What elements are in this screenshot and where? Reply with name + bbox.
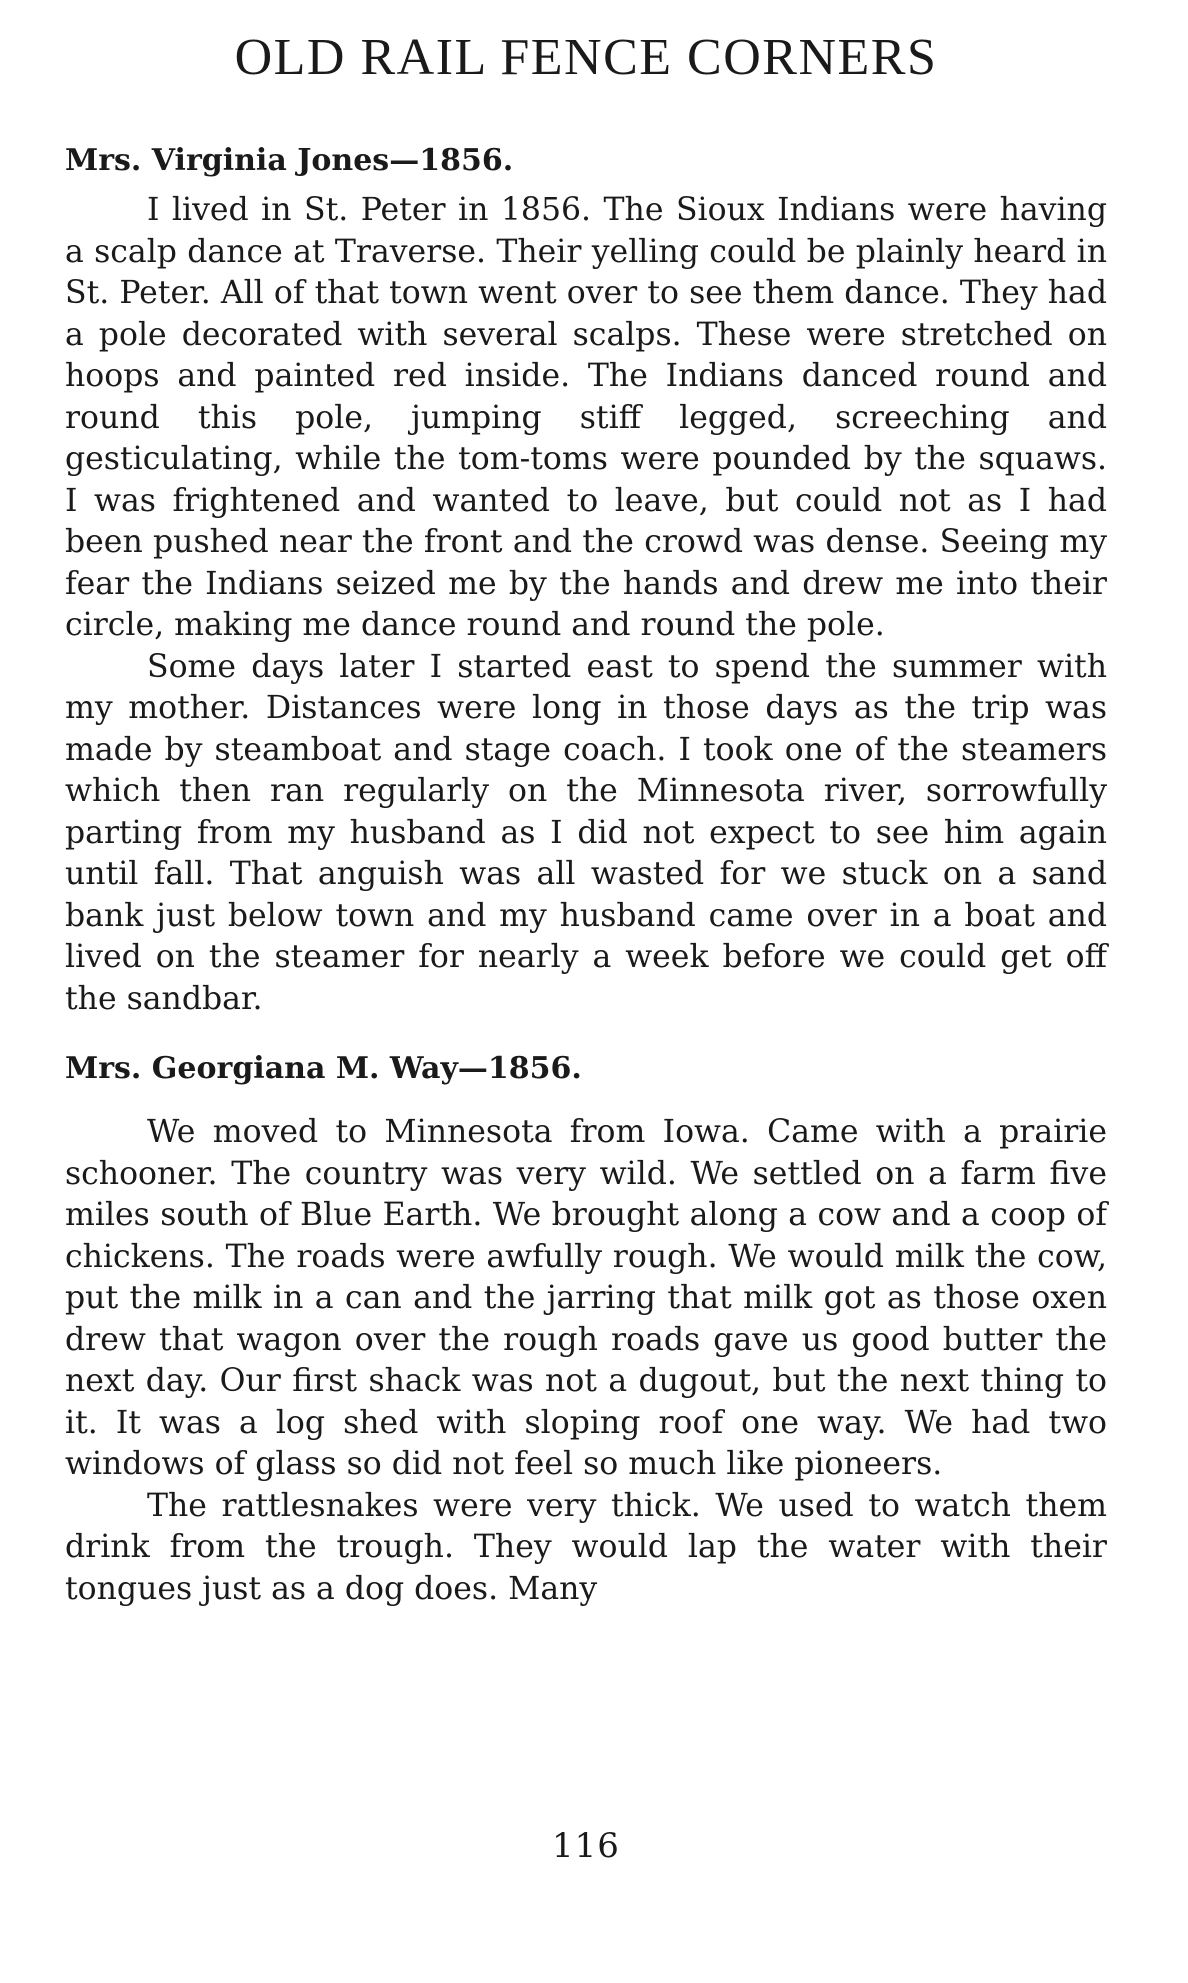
paragraph: The rattlesnakes were very thick. We used to watch them drink from the trough. They would lap the water with their tongues just as a dog does. Many	[65, 1487, 1107, 1607]
paragraph: We moved to Minnesota from Iowa. Came with a prairie schooner. The country was very wild. We settled on a farm five miles south of Blue Earth. We brought along a cow and a coop of chickens. The roads were awfully rough. We would milk the cow, put the milk in a can and the jarring that milk got as those oxen drew that wagon over the rough roads gave us good butter the next day. Our first shack was not a dugout, but the next thing to it. It was a log shed with sloping roof one way. We had two windows of glass so did not feel so much like pioneers.	[65, 1114, 1107, 1482]
paragraph: Some days later I started east to spend the summer with my mother. Distances were long in those days as the trip was made by steamboat and stage coach. I took one of the steamers which then ran regularly on the Minnesota river, sorrowfully parting from my husband as I did not expect to see him again until fall. That anguish was all wasted for we stuck on a sand bank just below town and my husband came over in a boat and lived on the steamer for nearly a week before we could get off the sandbar.	[65, 648, 1107, 1017]
paragraph: I lived in St. Peter in 1856. The Sioux Indians were having a scalp dance at Traverse. Their yelling could be plainly heard in St. Peter. All of that town went over to see them dance. They had a pole decorated with several scalps. These were stretched on hoops and painted red inside. The Indians danced round and round this pole, jumping stiff legged, screeching and gesticulating, while the tom-toms were pounded by the squaws. I was frightened and wanted to leave, but could not as I had been pushed near the front and the crowd was dense. Seeing my fear the Indians seized me by the hands and drew me into their circle, making me dance round and round the pole.	[65, 192, 1107, 643]
running-head: OLD RAIL FENCE CORNERS	[234, 29, 938, 86]
entry-heading: Mrs. Georgiana M. Way—1856.	[65, 1051, 582, 1086]
entry-georgiana-way	[65, 1046, 1107, 1610]
book-page	[65, 18, 1107, 1968]
page-number: 116	[552, 1826, 620, 1866]
entry-virginia-jones	[65, 138, 1107, 1020]
entry-heading: Mrs. Virginia Jones—1856.	[65, 143, 514, 178]
